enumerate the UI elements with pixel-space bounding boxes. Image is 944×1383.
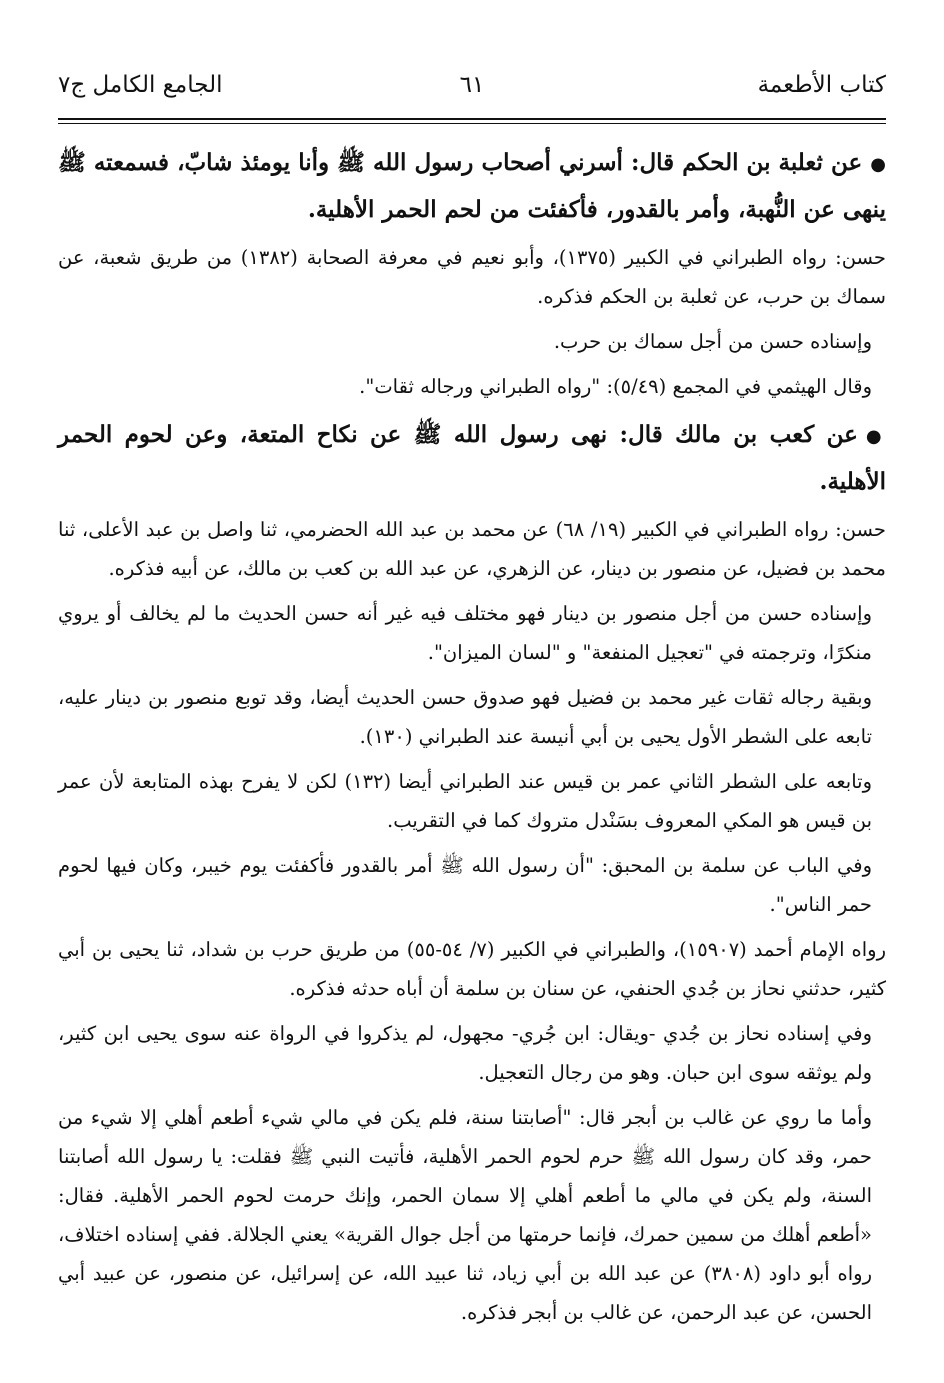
commentary-paragraph: وأما ما روي عن غالب بن أبجر قال: "أصابتنا سنة، فلم يكن في مالي شيء أطعم أهلي إلا شيء من حمر، وقد كان رسول الله ﷺ حرم لحوم الحمر الأهلية، فأتيت النبي ﷺ فقلت: يا رسول الله أصابتنا السنة، ولم يكن في مالي ما أطعم أهلي إلا سمان الحمر، وإنك حرمت لحوم الحمر الأهلية. فقال: «أطعم أهلك من سمين حمرك، فإنما حرمتها من أجل جوال القرية» يعني الجلالة. ففي إسناده اختلاف، رواه أبو داود (٣٨٠٨) عن عبد الله بن أبي زياد، ثنا عبيد الله، عن إسرائيل، عن منصور، عن عبيد أبي الحسن، عن عبد الرحمن، عن غالب بن أبجر فذكره. bbox=[58, 1106, 872, 1324]
commentary-paragraph: وتابعه على الشطر الثاني عمر بن قيس عند الطبراني أيضا (١٣٢) لكن لا يفرح بهذه المتابعة لأن عمر بن قيس هو المكي المعروف بسَنْدل متروك كما في التقريب. bbox=[58, 770, 872, 832]
commentary-paragraph: وإسناده حسن من أجل سماك بن حرب. bbox=[553, 330, 872, 353]
page-body bbox=[58, 140, 886, 1338]
hadith-paragraph bbox=[58, 140, 886, 232]
bullet-icon: ● bbox=[870, 154, 886, 175]
bullet-icon: ● bbox=[865, 426, 886, 447]
commentary-paragraph: وبقية رجاله ثقات غير محمد بن فضيل فهو صدوق حسن الحديث أيضا، وقد توبع منصور بن دينار عليه، تابعه على الشطر الأول يحيى بن أبي أنيسة عند الطبراني (١٣٠). bbox=[58, 686, 872, 748]
header-rule-thin bbox=[58, 123, 886, 124]
commentary-paragraph: وفي الباب عن سلمة بن المحبق: "أن رسول الله ﷺ أمر بالقدور فأكفئت يوم خيبر، وكان فيها لحوم حمر الناس". bbox=[58, 854, 872, 916]
series-title: الجامع الكامل ج٧ bbox=[58, 72, 223, 98]
page-number: ٦١ bbox=[459, 72, 485, 98]
book-title: كتاب الأطعمة bbox=[757, 72, 886, 98]
commentary-paragraph: وإسناده حسن من أجل منصور بن دينار فهو مختلف فيه غير أنه حسن الحديث ما لم يخالف أو يروي منكرًا، وترجمته في "تعجيل المنفعة" و "لسان الميزان". bbox=[58, 602, 872, 664]
hadith-paragraph bbox=[58, 412, 886, 504]
commentary-paragraph: رواه الإمام أحمد (١٥٩٠٧)، والطبراني في الكبير (٧/ ٥٤-٥٥) من طريق حرب بن شداد، ثنا يحيى بن أبي كثير، حدثني نحاز بن جُدي الحنفي، عن سنان بن سلمة أن أباه حدثه فذكره. bbox=[58, 938, 886, 1000]
header-rule-thick bbox=[58, 118, 886, 120]
page-header bbox=[58, 72, 886, 112]
hadith-text: عن ثعلبة بن الحكم قال: أسرني أصحاب رسول الله ﷺ وأنا يومئذ شابّ، فسمعته ﷺ ينهى عن النُّهبة، وأمر بالقدور، فأكفئت من لحم الحمر الأهلية. bbox=[58, 149, 886, 223]
commentary-paragraph: حسن: رواه الطبراني في الكبير (١٩/ ٦٨) عن محمد بن عبد الله الحضرمي، ثنا واصل بن عبد الأعلى، ثنا محمد بن فضيل، عن منصور بن دينار، عن الزهري، عن عبد الله بن كعب بن مالك، عن أبيه فذكره. bbox=[58, 518, 886, 580]
commentary-paragraph: حسن: رواه الطبراني في الكبير (١٣٧٥)، وأبو نعيم في معرفة الصحابة (١٣٨٢) من طريق شعبة، عن سماك بن حرب، عن ثعلبة بن الحكم فذكره. bbox=[58, 246, 886, 308]
commentary-paragraph: وفي إسناده نحاز بن جُدي -ويقال: ابن جُري- مجهول، لم يذكروا في الرواة عنه سوى يحيى ابن كثير، ولم يوثقه سوى ابن حبان. وهو من رجال التعجيل. bbox=[58, 1022, 872, 1084]
hadith-text: عن كعب بن مالك قال: نهى رسول الله ﷺ عن نكاح المتعة، وعن لحوم الحمر الأهلية. bbox=[58, 421, 886, 495]
commentary-paragraph: وقال الهيثمي في المجمع (٥/٤٩): "رواه الطبراني ورجاله ثقات". bbox=[359, 375, 872, 398]
